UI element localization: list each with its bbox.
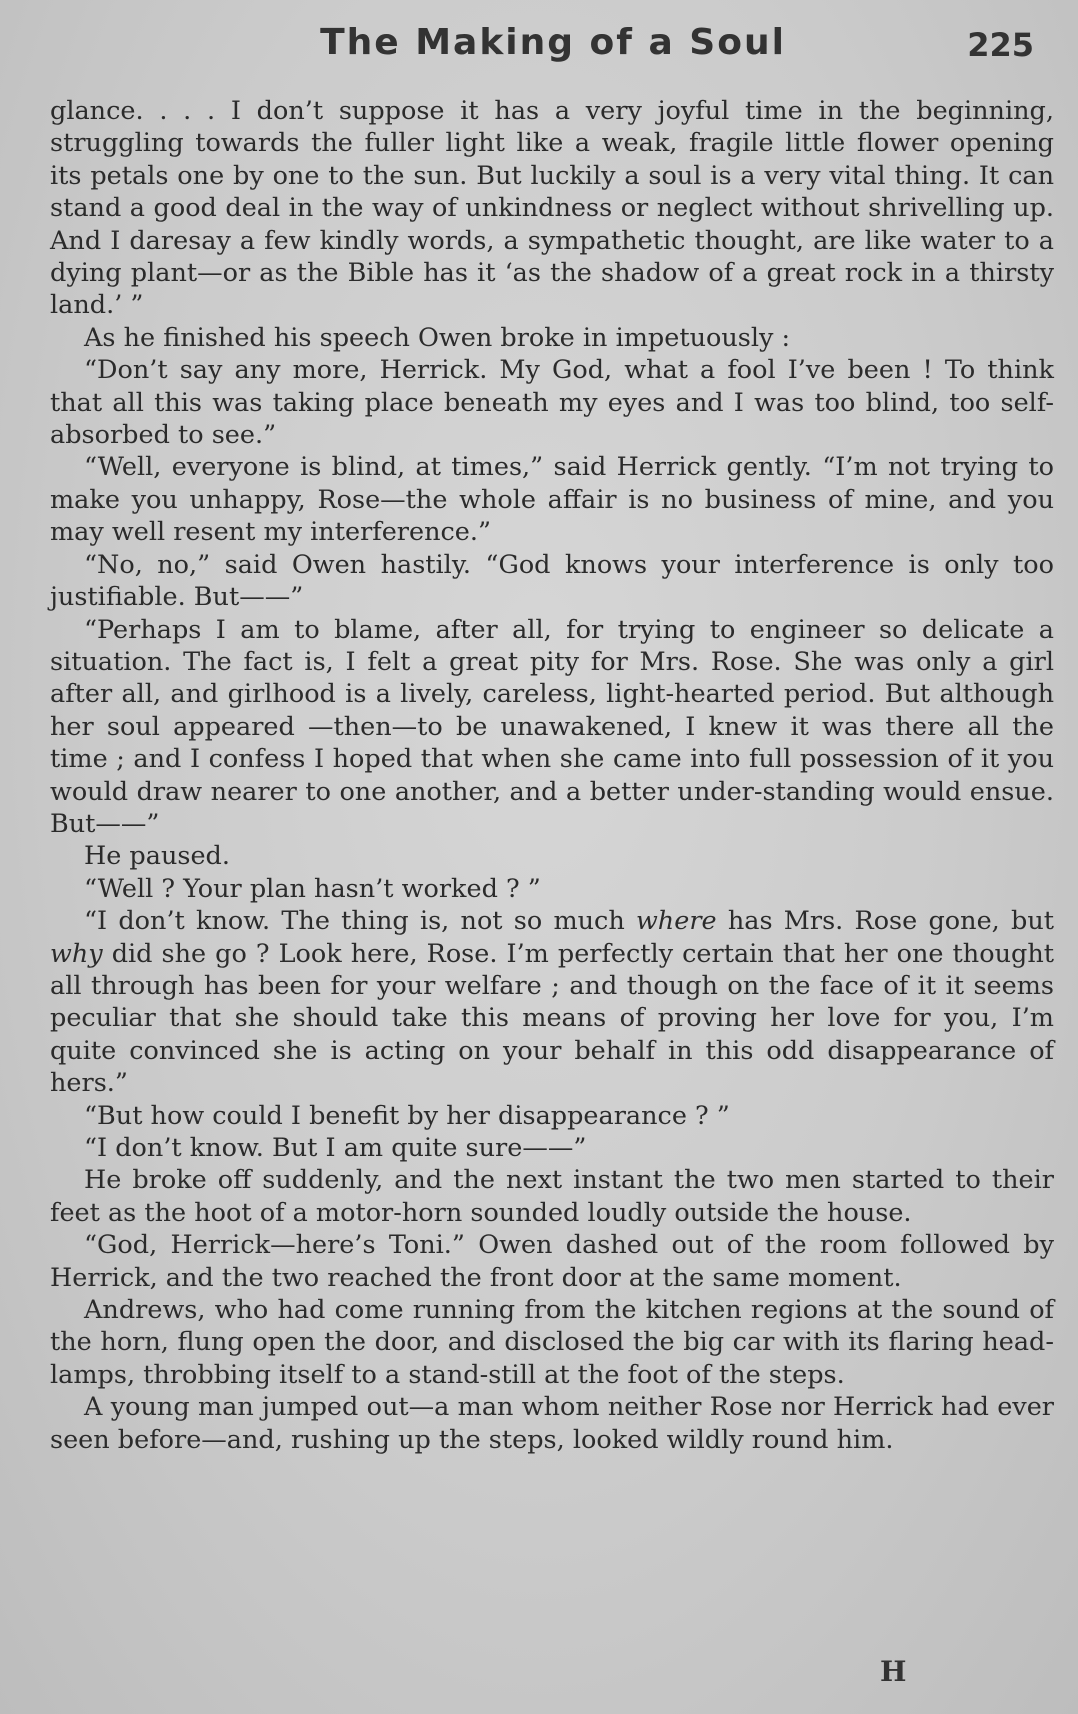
body-text (50, 95, 1054, 1456)
paragraph-14: Andrews, who had come running from the kitchen regions at the sound of the horn, flung open the door, and disclosed the big car with its flaring head-lamps, throbbing itself to a stand-still at the foot of the steps. (50, 1295, 1054, 1390)
paragraph-15: A young man jumped out—a man whom neither Rose nor Herrick had ever seen before—and, rushing up the steps, looked wildly round him. (50, 1392, 1054, 1455)
paragraph-6: “Perhaps I am to blame, after all, for trying to engineer so delicate a situation. The fact is, I felt a great pity for Mrs. Rose. She was only a girl after all, and girlhood is a lively, careless, light-hearted period. But although her soul appeared —then—to be unawakened, I knew it was there all the time ; and I confess I hoped that when she came into full possession of it you would draw nearer to one another, and a better under-standing would ensue. But——” (50, 614, 1054, 839)
paragraph-5: “No, no,” said Owen hastily. “God knows your interference is only too justifiable. But——” (50, 549, 1054, 613)
paragraph-9-part-3: did she go ? Look here, Rose. I’m perfectly certain that her one thought all through has been for your welfare ; and though on the face of it it seems peculiar that she should take this means of proving her love for you, I’m quite convinced she is acting on your behalf in this odd disappearance of hers.” (50, 938, 1054, 1099)
running-title: The Making of a Soul (320, 22, 786, 63)
paragraph-10: “But how could I benefit by her disappearance ? ” (84, 1100, 730, 1131)
paragraph-2: As he finished his speech Owen broke in impetuously : (84, 322, 791, 353)
italic-where: where (635, 906, 717, 937)
paragraph-12: He broke off suddenly, and the next instant the two men started to their feet as the hoot of a motor-horn sounded loudly outside the house. (50, 1165, 1054, 1228)
paragraph-8: “Well ? Your plan hasn’t worked ? ” (84, 873, 541, 904)
paragraph-9 (50, 905, 1054, 1099)
paragraph-7: He paused. (84, 841, 230, 872)
paragraph-3: “Don’t say any more, Herrick. My God, what a fool I’ve been ! To think that all this was taking place beneath my eyes and I was too blind, too self-absorbed to see.” (50, 355, 1054, 451)
signature-mark: H (880, 1655, 907, 1688)
paragraph-9-part-1: “I don’t know. The thing is, not so much (84, 906, 636, 937)
running-header (50, 22, 1056, 80)
paragraph-4: “Well, everyone is blind, at times,” said Herrick gently. “I’m not trying to make you unhappy, Rose—the whole affair is no business of mine, and you may well resent my interference.” (50, 452, 1054, 548)
paragraph-13: “God, Herrick—here’s Toni.” Owen dashed out of the room followed by Herrick, and the two reached the front door at the same moment. (50, 1230, 1054, 1293)
paragraph-9-part-2: has Mrs. Rose gone, but (716, 906, 1054, 937)
italic-why: why (50, 938, 103, 969)
paragraph-11: “I don’t know. But I am quite sure——” (84, 1133, 587, 1163)
paragraph-1: glance. . . . I don’t suppose it has a very joyful time in the beginning, struggling towards the fuller light like a weak, fragile little flower opening its petals one by one to the sun. But luckily a soul is a very vital thing. It can stand a good deal in the way of unkindness or neglect without shrivelling up. And I daresay a few kindly words, a sympathetic thought, are like water to a dying plant—or as the Bible has it ‘as the shadow of a great rock in a thirsty land.’ ” (50, 96, 1054, 321)
page-number: 225 (967, 26, 1034, 64)
